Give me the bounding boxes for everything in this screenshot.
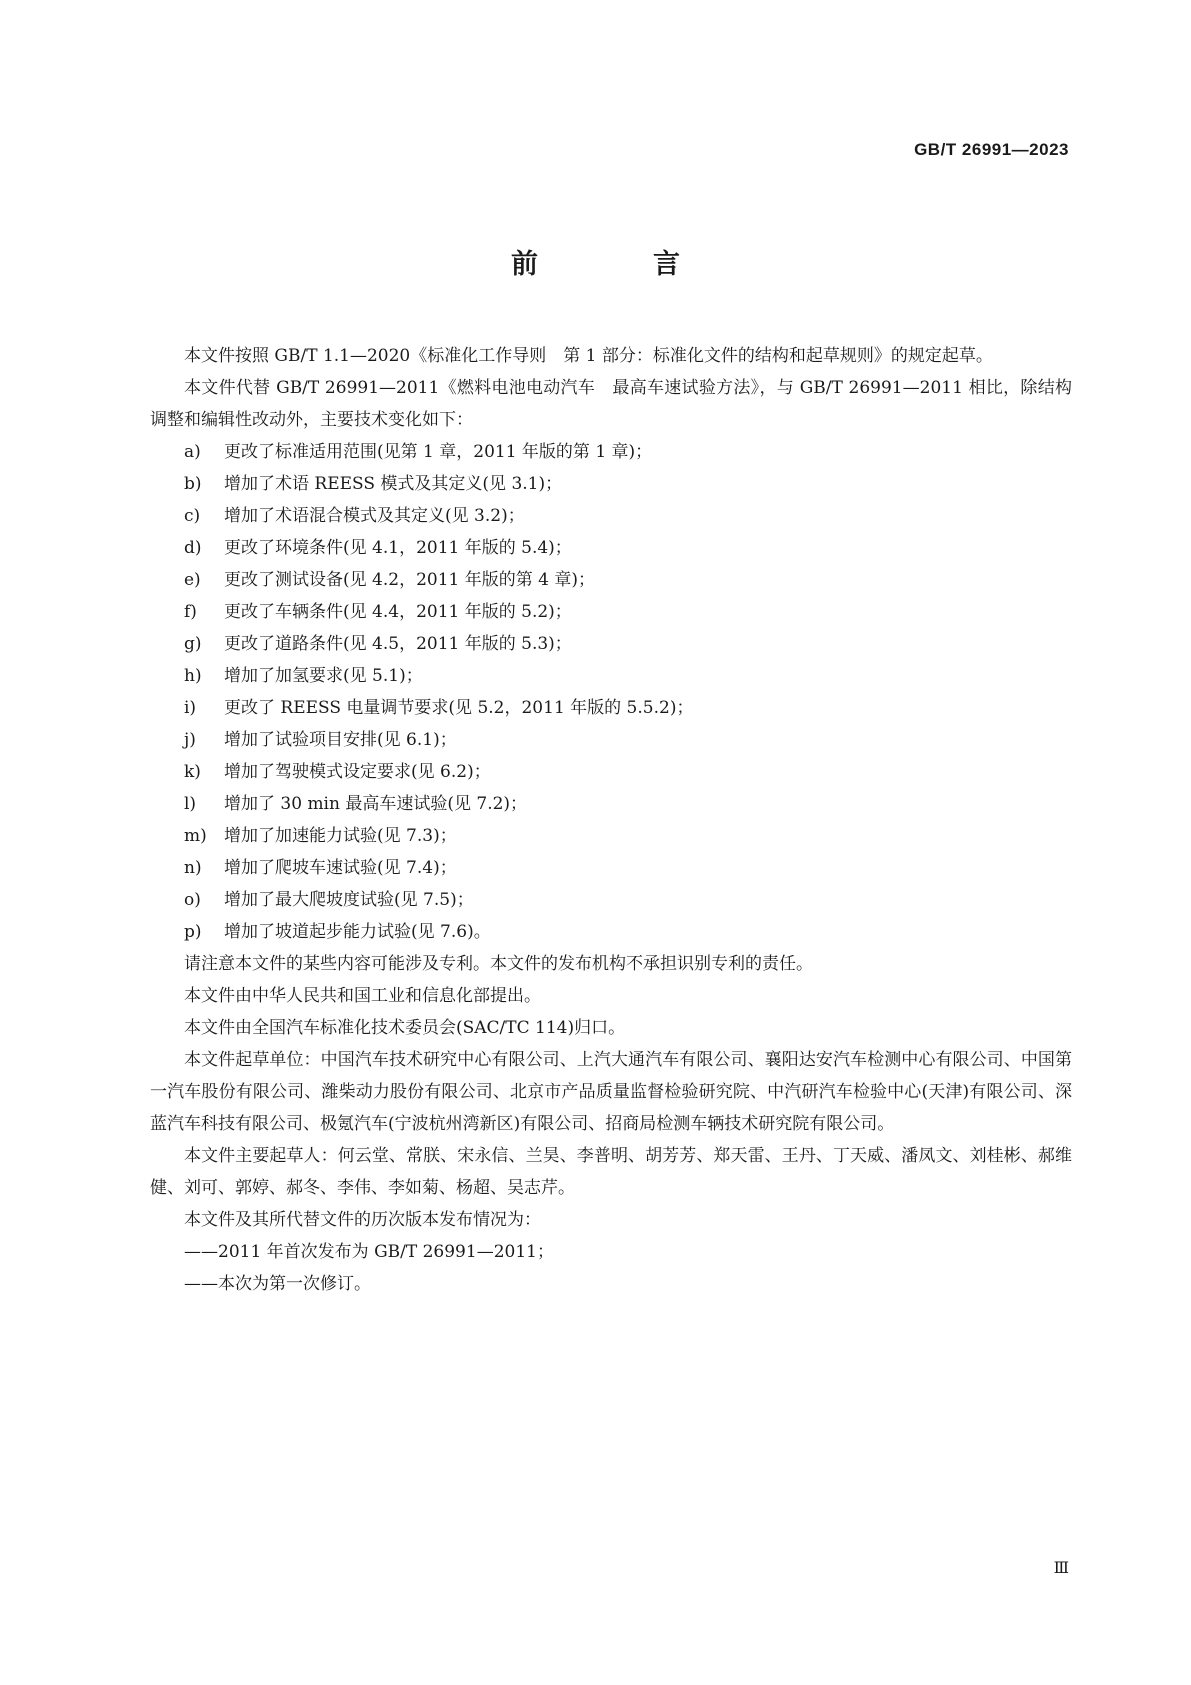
paragraph: 请注意本文件的某些内容可能涉及专利。本文件的发布机构不承担识别专利的责任。 <box>184 954 813 974</box>
list-item <box>150 788 1072 820</box>
history-item: ——本次为第一次修订。 <box>184 1274 371 1294</box>
list-marker: d) <box>184 538 202 558</box>
list-text: 增加了爬坡车速试验(见 7.4)； <box>224 858 457 878</box>
history-item: ——2011 年首次发布为 GB/T 26991—2011； <box>184 1242 554 1262</box>
standard-code: GB/T 26991—2023 <box>914 140 1069 159</box>
list-text: 增加了术语 REESS 模式及其定义(见 3.1)； <box>224 474 563 494</box>
list-marker: k) <box>184 762 201 782</box>
list-item <box>150 468 1072 500</box>
list-marker: n) <box>184 858 202 878</box>
page-title: 前 言 <box>511 249 724 280</box>
list-text: 更改了环境条件(见 4.1，2011 年版的 5.4)； <box>224 538 572 558</box>
list-text: 增加了术语混合模式及其定义(见 3.2)； <box>224 506 525 526</box>
paragraph: 本文件起草单位：中国汽车技术研究中心有限公司、上汽大通汽车有限公司、襄阳达安汽车检测中心有限公司、中国第一汽车股份有限公司、潍柴动力股份有限公司、北京市产品质量监督检验研究院、中汽研汽车检验中心(天津)有限公司、深蓝汽车科技有限公司、极氪汽车(宁波杭州湾新区)有限公司、招商局检测车辆技术研究院有限公司。 <box>150 1050 1072 1134</box>
list-marker: b) <box>184 474 202 494</box>
list-text: 更改了 REESS 电量调节要求(见 5.2，2011 年版的 5.5.2)； <box>224 698 694 718</box>
list-item <box>150 724 1072 756</box>
document-body <box>150 340 1072 1300</box>
list-item <box>150 692 1072 724</box>
paragraph: 本文件代替 GB/T 26991—2011《燃料电池电动汽车 最高车速试验方法》，与 GB/T 26991—2011 相比，除结构调整和编辑性改动外，主要技术变化如下： <box>150 378 1072 430</box>
list-item <box>150 596 1072 628</box>
list-item <box>150 500 1072 532</box>
list-item <box>150 884 1072 916</box>
list-text: 增加了试验项目安排(见 6.1)； <box>224 730 457 750</box>
list-text: 增加了驾驶模式设定要求(见 6.2)； <box>224 762 491 782</box>
list-item <box>150 532 1072 564</box>
list-marker: g) <box>184 634 202 654</box>
list-item <box>150 660 1072 692</box>
paragraph: 本文件按照 GB/T 1.1—2020《标准化工作导则 第 1 部分：标准化文件的结构和起草规则》的规定起草。 <box>184 346 993 366</box>
list-text: 更改了测试设备(见 4.2，2011 年版的第 4 章)； <box>224 570 595 590</box>
list-item <box>150 916 1072 948</box>
list-marker: j) <box>184 730 196 750</box>
paragraph: 本文件主要起草人：何云堂、常朕、宋永信、兰昊、李普明、胡芳芳、郑天雷、王丹、丁天威、潘凤文、刘桂彬、郝维健、刘可、郭婷、郝冬、李伟、李如菊、杨超、吴志芹。 <box>150 1146 1072 1198</box>
list-marker: p) <box>184 922 202 942</box>
list-marker: e) <box>184 570 201 590</box>
list-text: 增加了坡道起步能力试验(见 7.6)。 <box>224 922 491 942</box>
list-text: 增加了 30 min 最高车速试验(见 7.2)； <box>224 794 528 814</box>
page-number: Ⅲ <box>1053 1558 1069 1577</box>
paragraph: 本文件由中华人民共和国工业和信息化部提出。 <box>184 986 541 1006</box>
list-marker: a) <box>184 442 201 462</box>
paragraph: 本文件由全国汽车标准化技术委员会(SAC/TC 114)归口。 <box>184 1018 626 1038</box>
list-text: 增加了加氢要求(见 5.1)； <box>224 666 423 686</box>
list-marker: f) <box>184 602 197 622</box>
paragraph: 本文件及其所代替文件的历次版本发布情况为： <box>184 1210 541 1230</box>
list-marker: m) <box>184 826 207 846</box>
list-item <box>150 820 1072 852</box>
list-marker: i) <box>184 698 197 718</box>
list-text: 更改了标准适用范围(见第 1 章，2011 年版的第 1 章)； <box>224 442 653 462</box>
list-marker: l) <box>184 794 197 814</box>
list-item <box>150 756 1072 788</box>
list-marker: c) <box>184 506 201 526</box>
list-text: 更改了车辆条件(见 4.4，2011 年版的 5.2)； <box>224 602 572 622</box>
list-item <box>150 628 1072 660</box>
list-item <box>150 436 1072 468</box>
list-text: 更改了道路条件(见 4.5，2011 年版的 5.3)； <box>224 634 572 654</box>
list-text: 增加了最大爬坡度试验(见 7.5)； <box>224 890 474 910</box>
list-item <box>150 564 1072 596</box>
list-marker: o) <box>184 890 201 910</box>
changes-list <box>150 436 1072 948</box>
list-text: 增加了加速能力试验(见 7.3)； <box>224 826 457 846</box>
list-marker: h) <box>184 666 202 686</box>
list-item <box>150 852 1072 884</box>
